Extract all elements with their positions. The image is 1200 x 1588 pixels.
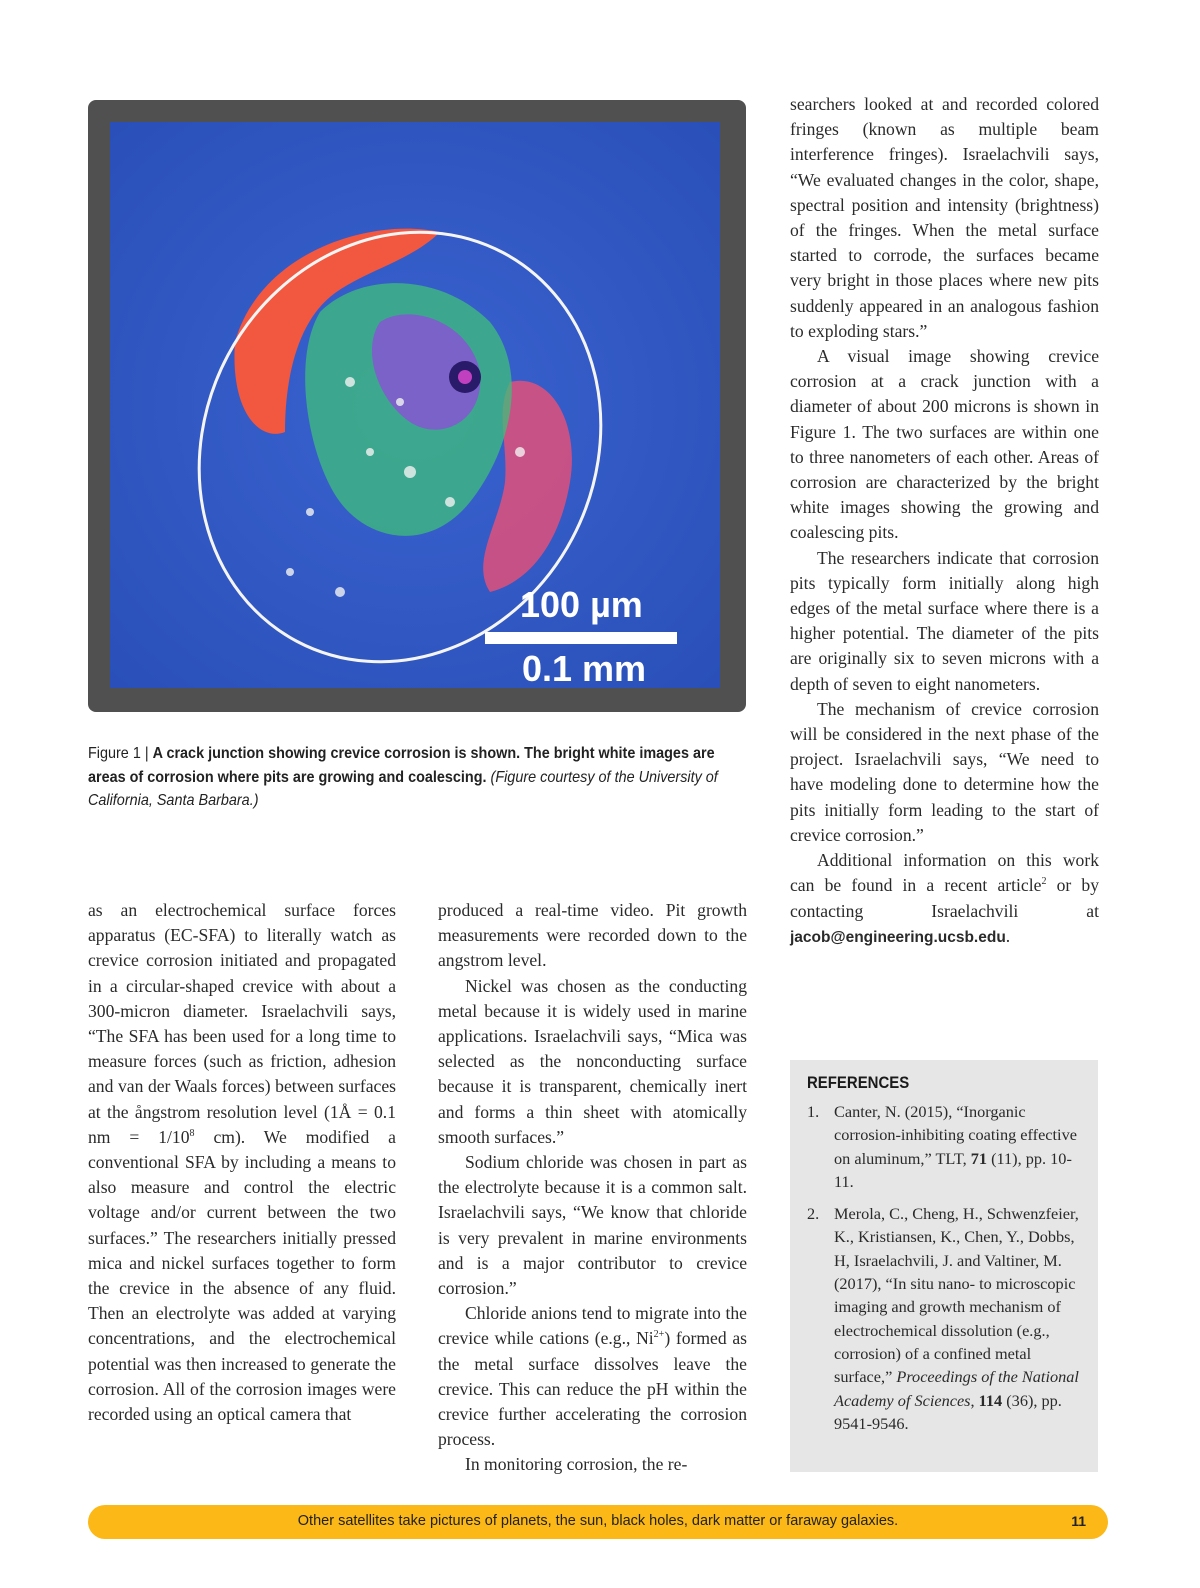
text: Additional information on this work can be found in a recent article: [790, 850, 1099, 896]
superscript: 2: [1041, 876, 1047, 888]
corrosion-micrograph: [110, 122, 720, 688]
figure-1: [88, 100, 746, 712]
caption-label: Figure 1 |: [88, 745, 153, 762]
page-number: 11: [1071, 1513, 1086, 1529]
text: .: [1005, 925, 1011, 946]
references-box: [790, 1060, 1098, 1472]
footer-banner: [88, 1505, 1108, 1539]
paragraph: A visual image showing crevice corrosion at a crack junction with a diameter of about 200 microns is shown in Figure 1. The two surfaces are within one to three nanometers of each other. Areas of corrosion are characterized by the bright white images showing the growing and coalescing pits.: [790, 346, 1099, 543]
superscript: 8: [189, 1127, 195, 1139]
footer-text: Other satellites take pictures of planets, the sun, black holes, dark matter or faraway galaxies.: [297, 1513, 899, 1529]
text: ,: [970, 1390, 979, 1410]
reference-text: [834, 1202, 1087, 1435]
scale-bar: [485, 632, 677, 644]
reference-number: 2.: [807, 1204, 820, 1224]
text: ) formed as the metal surface dissolves leave the crevice. This can reduce the pH within the crevice further accelerating the corrosion process.: [438, 1328, 747, 1450]
volume: 114: [978, 1390, 1003, 1410]
paragraph: The researchers indicate that corrosion pits typically form initially along high edges of the metal surface where there is a higher potential. The diameter of the pits are originally six to seven microns with a depth of seven to eight nanometers.: [790, 547, 1099, 694]
scale-label-microns: 100 µm: [520, 584, 643, 625]
journal: Proceedings of the National Academy of Sciences: [834, 1367, 1079, 1410]
body-column-right: [790, 92, 1099, 950]
paragraph: [88, 898, 396, 1427]
superscript: 2+: [653, 1329, 665, 1341]
text: cm). We modified a conventional SFA by including a means to also measure and control the electric voltage and/or current between the two surfaces.” The researchers initially pressed mica and nickel surfaces together to form the crevice in the absence of any fluid. Then an electrolyte was added at varying concentrations, and the electrochemical potential was then increased to generate the corrosion. All of the corrosion images were recorded using an optical camera that: [88, 1126, 396, 1425]
text: Merola, C., Cheng, H., Schwenzfeier, K., Kristiansen, K., Chen, Y., Dobbs, H, Israelachvili, J. and Valtiner, M. (2017), “In situ nano- to microscopic imaging and growth mechanism of electrochemical dissolution (e.g., corrosion) of a confined metal surface,”: [834, 1204, 1079, 1387]
email-link[interactable]: jacob@engineering.ucsb.edu: [790, 928, 1006, 946]
reference-item: [807, 1100, 1087, 1193]
paragraph: [438, 1301, 747, 1452]
caption-credit: (Figure courtesy of the University of California, Santa Barbara.): [88, 768, 718, 809]
reference-text: [834, 1100, 1087, 1193]
text: Chloride anions tend to migrate into the crevice while cations (e.g., Ni: [438, 1303, 747, 1349]
text: (11), pp. 10-11.: [834, 1148, 1072, 1191]
paragraph: Sodium chloride was chosen in part as the electrolyte because it is a common salt. Israelachvili says, “We know that chloride is very prevalent in marine environments and is a major contributor to crevice corrosion.”: [438, 1152, 747, 1299]
paragraph: searchers looked at and recorded colored fringes (known as multiple beam interference fringes). Israelachvili says, “We evaluated changes in the color, shape, spectral position and intensity (brightness) of the fringes. When the metal surface started to corrode, the surfaces became very bright in those places where new pits suddenly appeared in an analogous fashion to exploding stars.”: [790, 94, 1099, 341]
text: as an electrochemical surface forces apparatus (EC-SFA) to literally watch as crevice corrosion initiated and propagated in a circular-shaped crevice with about a 300-micron diameter. Israelachvili says, “The SFA has been used for a long time to measure forces (such as friction, adhesion and van der Waals forces) between surfaces at the ångstrom resolution level (1Å = 0.1 nm = 1/10: [88, 900, 396, 1147]
paragraph: The mechanism of crevice corrosion will be considered in the next phase of the project. Israelachvili says, “We need to have modeling done to determine how the pits initially form leading to the start of crevice corrosion.”: [790, 698, 1099, 845]
body-column-left: [88, 898, 396, 1427]
figure-caption: [88, 742, 748, 813]
text: (36), pp. 9541-9546.: [834, 1390, 1062, 1433]
paragraph: [790, 848, 1099, 950]
reference-number: 1.: [807, 1102, 820, 1121]
references-title: REFERENCES: [807, 1073, 910, 1092]
body-column-middle: [438, 898, 747, 1478]
paragraph: produced a real-time video. Pit growth measurements were recorded down to the angstrom level.: [438, 900, 747, 971]
text: or by contacting Israelachvili at: [790, 875, 1100, 921]
paragraph: In monitoring corrosion, the re-: [465, 1454, 688, 1475]
reference-item: [807, 1202, 1087, 1435]
paragraph: Nickel was chosen as the conducting metal because it is widely used in marine applications. Israelachvili says, “Mica was selected as the nonconducting surface because it is transparent, chemically inert and forms a thin sheet with atomically smooth surfaces.”: [438, 975, 747, 1147]
caption-text: A crack junction showing crevice corrosion is shown. The bright white images are areas of corrosion where pits are growing and coalescing.: [88, 745, 715, 786]
text: Canter, N. (2015), “Inorganic corrosion-inhibiting coating effective on aluminum,” TLT,: [834, 1102, 1077, 1168]
references-list: [807, 1100, 1087, 1444]
scale-label-mm: 0.1 mm: [522, 648, 647, 688]
volume: 71: [970, 1148, 988, 1168]
